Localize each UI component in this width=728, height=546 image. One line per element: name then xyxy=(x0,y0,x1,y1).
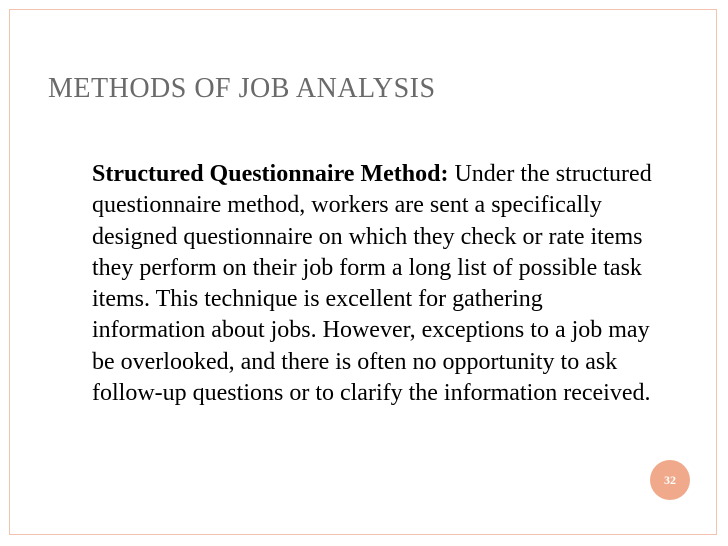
slide-title: METHODS OF JOB ANALYSIS xyxy=(48,73,436,104)
method-description: Under the structured questionnaire method, workers are sent a specifically designed questionnaire on which they check or rate items they perform on their job form a long list of possible task items. This technique is excellent for gathering information about jobs. However, exceptions to a job may be overlooked, and there is often no opportunity to ask follow-up questions or to clarify the information received. xyxy=(92,161,652,407)
method-term: Structured Questionnaire Method: xyxy=(92,161,449,187)
page-number-badge: 32 xyxy=(650,460,690,500)
slide-body xyxy=(92,159,652,409)
